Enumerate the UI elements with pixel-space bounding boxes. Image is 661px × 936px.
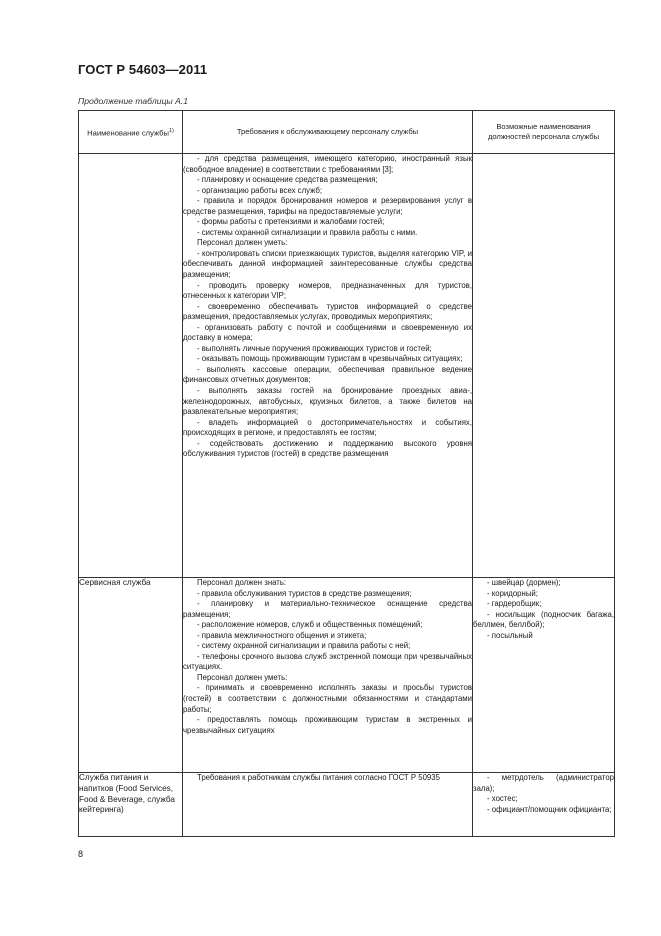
list-item: - своевременно обеспечивать туристов информацией о средстве размещения, предоставляемых услугах, проводимых мероприятиях;	[183, 301, 472, 322]
list-item: - организацию работы всех служб;	[197, 185, 323, 195]
list-item: - посыльный	[487, 630, 533, 640]
positions-cell	[473, 154, 615, 578]
requirements-cell	[183, 578, 473, 773]
list-item: - выполнять личные поручения проживающих туристов и гостей;	[197, 343, 432, 353]
list-item: - гардеробщик;	[487, 599, 542, 609]
requirements-cell	[183, 154, 473, 578]
list-item: - швейцар (дормен);	[487, 578, 561, 587]
page-number: 8	[78, 849, 84, 859]
service-name-cell: Служба питания и напитков (Food Services, Food & Beverage, служба кейтеринга)	[79, 773, 183, 837]
list-item: - выполнять заказы гостей на бронирование проездных авиа-, железнодорожных, автобусных, круизных билетов, а также билетов на развлекательные мероприятия;	[183, 386, 472, 417]
list-item: - выполнять кассовые операции, обеспечивая правильное ведение финансовых отчетных документов;	[183, 364, 472, 385]
list-item: - планировку и материально-техническое оснащение средства размещения;	[183, 599, 472, 619]
table-row	[79, 154, 615, 578]
list-heading: Персонал должен знать:	[197, 578, 287, 587]
service-name-cell	[79, 154, 183, 578]
requirements-cell	[183, 773, 473, 837]
header-positions: Возможные наименования должностей персонала службы	[473, 111, 615, 154]
service-name-cell: Сервисная служба	[79, 578, 183, 773]
list-item: - принимать и своевременно исполнять заказы и просьбы туристов (гостей) в соответствии с должностными обязанностями и стандартами работы;	[183, 683, 472, 714]
list-item: - владеть информацией о достопримечательностях и событиях, происходящих в регионе, и предоставлять ее гостям;	[183, 417, 472, 438]
list-item: - метрдотель (администратор зала);	[473, 773, 614, 793]
list-item: - организовать работу с почтой и сообщениями и своевременную их доставку в номера;	[183, 322, 472, 343]
list-item: - коридорный;	[487, 588, 538, 598]
list-item: Требования к работникам службы питания согласно ГОСТ Р 50935	[197, 773, 440, 782]
requirements-table	[78, 110, 615, 837]
list-item: - телефоны срочного вызова служб экстренной помощи при чрезвычайных ситуациях.	[183, 651, 472, 672]
list-item: - носильщик (подносчик багажа, беллмен, беллбой);	[473, 609, 614, 630]
list-item: - правила межличностного общения и этикета;	[197, 630, 367, 640]
list-item: - расположение номеров, служб и общественных помещений;	[197, 620, 423, 630]
list-item: - планировку и оснащение средства размещения;	[197, 175, 378, 185]
table-row	[79, 578, 615, 773]
list-item: - проводить проверку номеров, предназначенных для туристов, отнесенных к категории VIP;	[183, 280, 472, 301]
header-service-name: Наименование службы$^{1)}$	[79, 111, 183, 154]
table-continuation-caption: Продолжение таблицы А.1	[78, 96, 188, 106]
list-item: - систему охранной сигнализации и правила работы с ней;	[197, 641, 411, 651]
list-item: - системы охранной сигнализации и правила работы с ними.	[197, 227, 418, 237]
list-item: - для средства размещения, имеющего категорию, иностранный язык (свободное владение) в соответствии с требованиями [3];	[183, 154, 472, 174]
document-id: ГОСТ Р 54603—2011	[78, 62, 208, 77]
list-item: - хостес;	[487, 794, 518, 804]
header-requirements: Требования к обслуживающему персоналу службы	[183, 111, 473, 154]
list-item: - оказывать помощь проживающим туристам в чрезвычайных ситуациях;	[197, 354, 463, 364]
positions-cell	[473, 773, 615, 837]
list-item: - официант/помощник официанта;	[487, 804, 612, 814]
list-item: - контролировать списки приезжающих туристов, выделяя категорию VIP, и обеспечивать данной информацией заинтересованные службы средства размещения;	[183, 248, 472, 280]
list-heading: Персонал должен уметь:	[197, 238, 288, 248]
list-item: - содействовать достижению и поддержанию высокого уровня обслуживания туристов (гостей) в средстве размещения	[183, 438, 472, 459]
list-item: - предоставлять помощь проживающим туристам в экстренных и чрезвычайных ситуациях	[183, 715, 472, 735]
list-item: - правила и порядок бронирования номеров и резервирования услуг в средстве размещения, тарифы на предоставляемые услуги;	[183, 196, 472, 216]
list-heading: Персонал должен уметь:	[197, 672, 288, 682]
positions-cell	[473, 578, 615, 773]
table-row	[79, 773, 615, 837]
list-item: - формы работы с претензиями и жалобами гостей;	[197, 217, 385, 227]
list-item: - правила обслуживания туристов в средстве размещения;	[197, 588, 412, 598]
